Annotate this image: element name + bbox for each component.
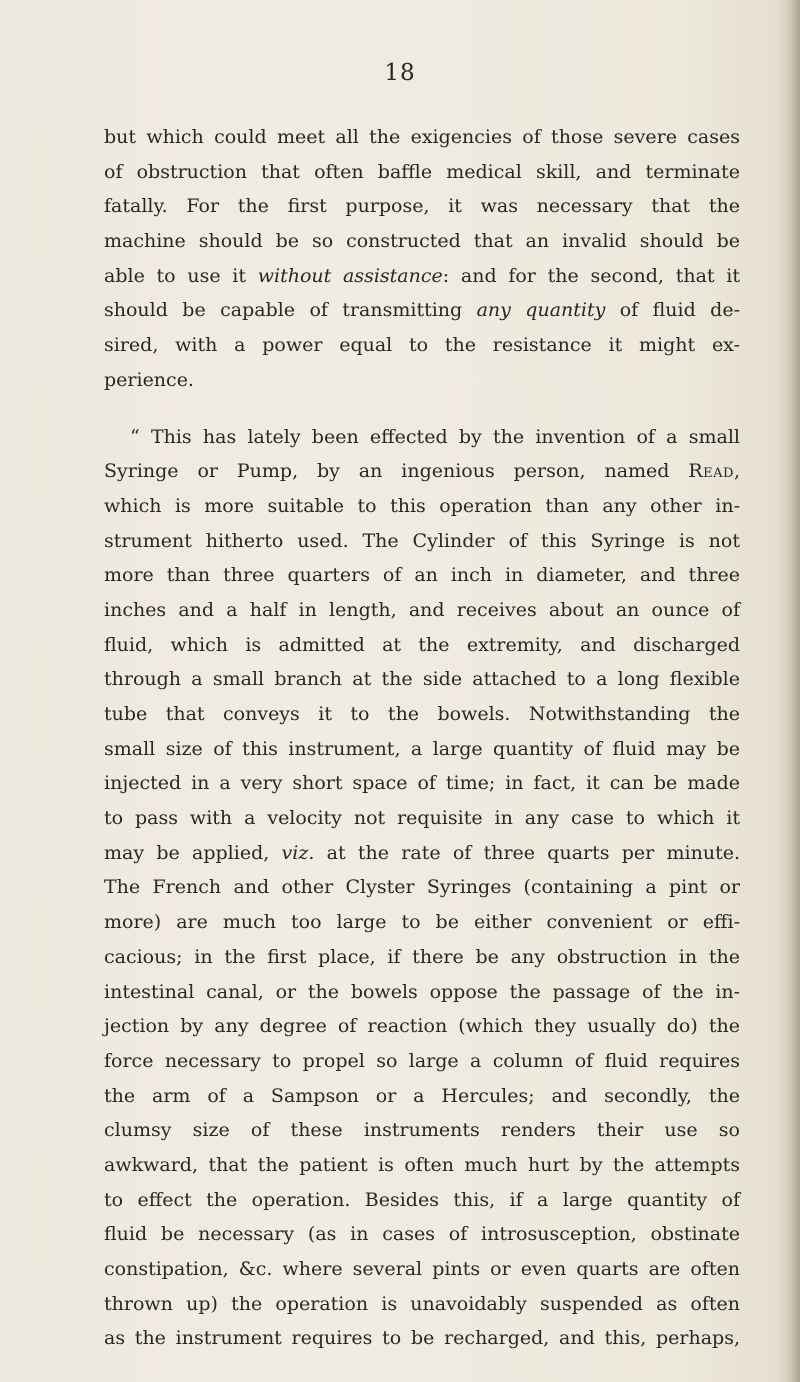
text-line: The French and other Clyster Syringes (containing a pint or [104,876,740,899]
body-text [104,120,740,1356]
text-line: inches and a half in length, and receives about an ounce of [104,598,740,621]
text-line: constipation, &c. where several pints or even quarts are often [104,1258,740,1280]
text-line: injected in a very short space of time; in fact, it can be made [104,772,740,795]
text-line: machine should be so constructed that an invalid should be [104,230,740,253]
text-line: force necessary to propel so large a column of fluid requires [104,1049,740,1072]
text-line: fluid, which is admitted at the extremity, and discharged [104,633,740,656]
text-line: which is more suitable to this operation than any other in- [104,494,740,517]
text-line: as the instrument requires to be recharged, and this, perhaps, [104,1327,740,1350]
text-line: to pass with a velocity not requisite in any case to which it [104,807,740,830]
text-line: to effect the operation. Besides this, if a large quantity of [104,1188,740,1211]
text-line: fatally. For the first purpose, it was necessary that the [104,195,740,218]
text-line: tube that conveys it to the bowels. Notwithstanding the [104,703,740,725]
text-line: small size of this instrument, a large quantity of fluid may be [104,737,740,760]
text-line: through a small branch at the side attached to a long flexible [104,668,740,691]
text-line: able to use it without assistance: and for the second, that it [104,264,740,287]
text-line: may be applied, viz. at the rate of three quarts per minute. [104,841,740,864]
text-line: sired, with a power equal to the resistance it might ex- [104,334,740,357]
page-edge-shadow [778,0,800,1382]
text-line: should be capable of transmitting any quantity of fluid de- [104,299,740,322]
text-line: “ This has lately been effected by the invention of a small [130,425,740,448]
paragraph-quotation [104,420,740,1357]
text-line: intestinal canal, or the bowels oppose the passage of the in- [104,980,740,1003]
paragraph-continuation [104,120,740,398]
italic-phrase: without assistance [257,264,443,287]
paragraph-gap [104,398,740,420]
text-line: Syringe or Pump, by an ingenious person, named Read, [104,460,740,483]
small-caps-name: Read [688,460,734,483]
text-line: cacious; in the first place, if there be any obstruction in the [104,945,740,968]
text-line: jection by any degree of reaction (which they usually do) the [104,1015,740,1038]
italic-phrase: viz. [281,841,315,864]
text-line: perience. [104,368,194,391]
text-line: strument hitherto used. The Cylinder of this Syringe is not [104,529,740,552]
page-number: 18 [384,60,416,86]
text-line: more than three quarters of an inch in diameter, and three [104,564,740,587]
italic-phrase: any quantity [476,299,606,322]
text-line: more) are much too large to be either convenient or effi- [104,911,740,934]
text-line: fluid be necessary (as in cases of introsusception, obstinate [104,1223,740,1246]
text-line: of obstruction that often baffle medical skill, and terminate [104,160,740,183]
text-line: clumsy size of these instruments renders their use so [104,1119,740,1142]
text-line: but which could meet all the exigencies of those severe cases [104,126,740,148]
text-line: thrown up) the operation is unavoidably suspended as often [104,1292,740,1315]
text-line: awkward, that the patient is often much hurt by the attempts [104,1153,740,1176]
text-line: the arm of a Sampson or a Hercules; and secondly, the [104,1084,740,1107]
